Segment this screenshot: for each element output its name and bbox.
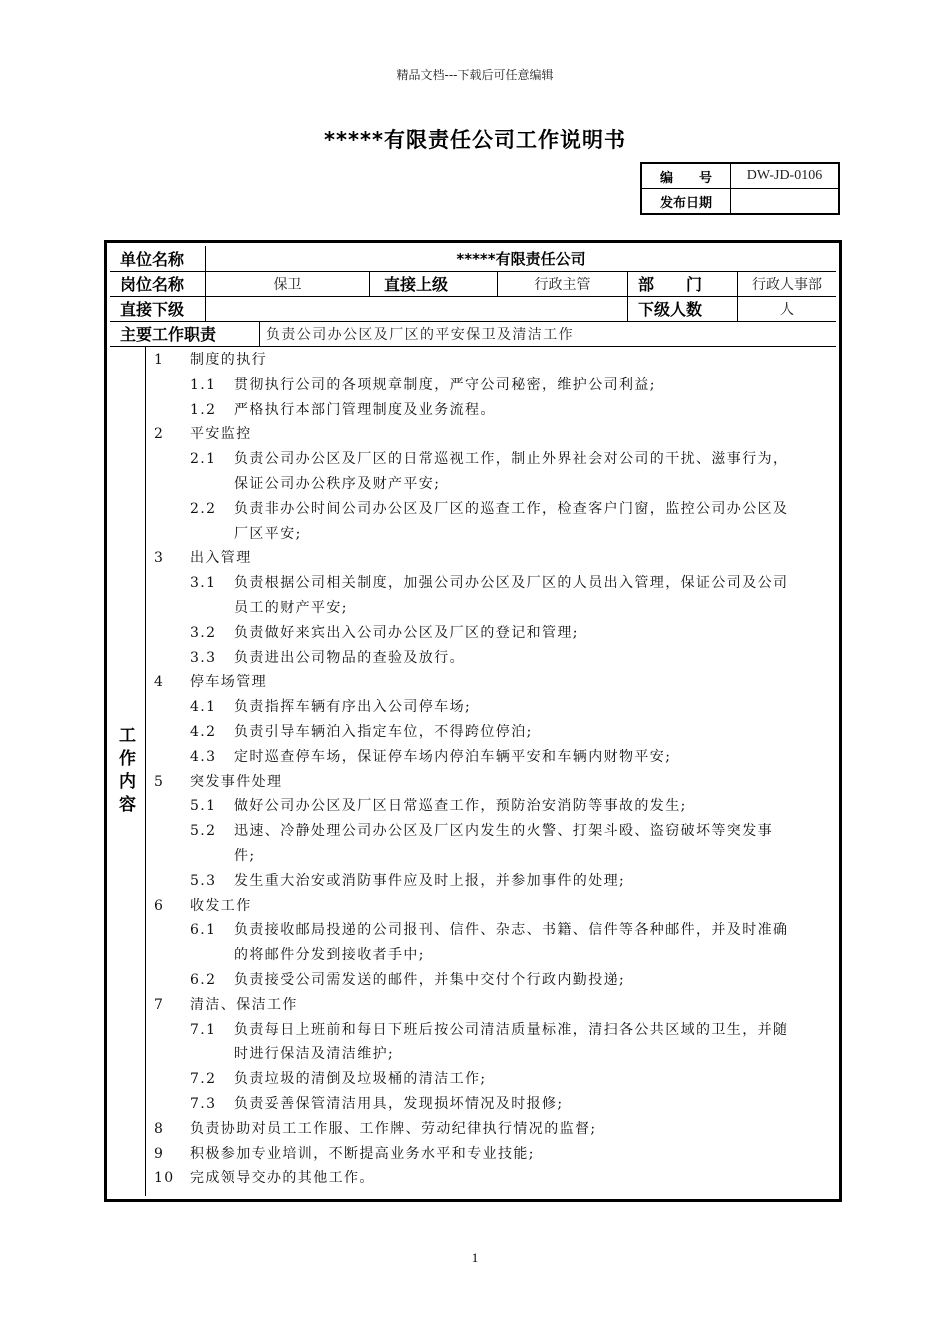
item-text: 完成领导交办的其他工作。 [190,1170,375,1187]
item-text: 严格执行本部门管理制度及业务流程。 [234,401,496,418]
item-text: 负责公司办公区及厂区的日常巡视工作，制止外界社会对公司的干扰、滋事行为， [234,451,789,468]
content-line [154,1018,832,1043]
code-label: 编 号 [641,163,731,189]
content-line [154,943,832,968]
main-duty-label: 主要工作职责 [110,321,260,346]
item-number: 1.2 [190,401,217,418]
item-text: 保证公司办公秩序及财产平安; [234,475,441,492]
item-text: 收发工作 [190,897,252,914]
unit-label: 单位名称 [110,246,206,271]
item-number: 3.3 [190,649,217,666]
item-number: 9 [154,1145,165,1162]
main-duty-value: 负责公司办公区及厂区的平安保卫及清洁工作 [266,326,574,343]
department-label: 部 门 [628,271,738,296]
content-line [154,596,832,621]
item-text: 出入管理 [190,550,252,567]
content-line [154,522,832,547]
side-char: 内 [119,772,136,792]
item-number: 7 [154,996,165,1013]
content-line [154,720,832,745]
publish-date-label: 发布日期 [641,189,731,215]
side-char: 工 [119,726,136,746]
main-duty-row [110,321,836,347]
post-row [110,271,836,297]
item-text: 积极参加专业培训，不断提高业务水平和专业技能; [190,1145,535,1162]
content-line [154,348,832,373]
department-value: 行政人事部 [752,276,822,293]
item-text: 停车场管理 [190,674,267,691]
content-line [154,770,832,795]
item-text: 负责协助对员工工作服、工作牌、劳动纪律执行情况的监督; [190,1120,597,1137]
post-label: 岗位名称 [110,271,206,296]
item-number: 5 [154,773,165,790]
item-text: 时进行保洁及清洁维护; [234,1046,395,1063]
content-line [154,422,832,447]
content-line [154,1142,832,1167]
work-content-list [146,346,836,1196]
content-line [154,745,832,770]
item-text: 贯彻执行公司的各项规章制度，严守公司秘密，维护公司利益; [234,376,656,393]
item-text: 负责进出公司物品的查验及放行。 [234,649,465,666]
subordinate-label: 直接下级 [110,296,206,321]
content-line [154,670,832,695]
item-number: 6 [154,897,165,914]
item-number: 3.1 [190,575,217,592]
item-number: 10 [154,1170,175,1187]
document-title: *****有限责任公司工作说明书 [324,128,626,152]
subordinate-row [110,296,836,322]
item-number: 1.1 [190,376,217,393]
content-line [154,844,832,869]
content-line [154,621,832,646]
item-number: 5.2 [190,823,217,840]
item-text: 平安监控 [190,426,252,443]
content-line [154,497,832,522]
item-number: 7.3 [190,1095,217,1112]
content-line [154,546,832,571]
content-line [154,472,832,497]
job-description-table [104,240,842,1202]
item-text: 负责垃圾的清倒及垃圾桶的清洁工作; [234,1071,487,1088]
content-line [154,869,832,894]
work-content-side-label [110,346,146,1196]
content-line [154,794,832,819]
content-line [154,1067,832,1092]
subordinate-count-label: 下级人数 [628,296,738,321]
content-line [154,918,832,943]
item-text: 的将邮件分发到接收者手中; [234,947,425,964]
content-line [154,646,832,671]
content-line [154,1042,832,1067]
post-value: 保卫 [206,271,370,296]
document-meta-table [640,162,840,215]
item-number: 4.1 [190,699,217,716]
item-number: 5.3 [190,872,217,889]
subordinate-value [206,296,628,321]
item-number: 5.1 [190,798,217,815]
content-line [154,968,832,993]
item-number: 2 [154,426,165,443]
item-text: 定时巡查停车场，保证停车场内停泊车辆平安和车辆内财物平安; [234,748,672,765]
content-line [154,695,832,720]
item-number: 4.2 [190,723,217,740]
item-text: 厂区平安; [234,525,302,542]
item-text: 负责妥善保管清洁用具，发现损坏情况及时报修; [234,1095,564,1112]
item-number: 3 [154,550,165,567]
code-value: DW-JD-0106 [731,163,840,189]
item-number: 4 [154,674,165,691]
superior-value: 行政主管 [498,271,628,296]
item-number: 2.2 [190,500,217,517]
item-text: 负责接受公司需发送的邮件，并集中交付个行政内勤投递; [234,971,626,988]
content-line [154,398,832,423]
item-number: 8 [154,1120,165,1137]
content-line [154,894,832,919]
item-text: 员工的财产平安; [234,599,348,616]
item-number: 2.1 [190,451,217,468]
content-line [154,373,832,398]
item-text: 负责做好来宾出入公司办公区及厂区的登记和管理; [234,624,579,641]
item-text: 负责非办公时间公司办公区及厂区的巡查工作，检查客户门窗，监控公司办公区及 [234,500,789,517]
content-line [154,1166,832,1191]
content-line [154,819,832,844]
page-number: 1 [471,1250,479,1265]
item-text: 负责根据公司相关制度，加强公司办公区及厂区的人员出入管理，保证公司及公司 [234,575,789,592]
content-line [154,1117,832,1142]
content-line [154,993,832,1018]
item-text: 迅速、冷静处理公司办公区及厂区内发生的火警、打架斗殴、盗窃破坏等突发事 [234,823,773,840]
item-number: 7.2 [190,1071,217,1088]
item-number: 4.3 [190,748,217,765]
item-text: 负责引导车辆泊入指定车位，不得跨位停泊; [234,723,533,740]
item-number: 7.1 [190,1021,217,1038]
work-content-section [110,346,836,1196]
item-text: 件; [234,847,256,864]
item-number: 6.2 [190,971,217,988]
item-number: 6.1 [190,922,217,939]
side-char: 容 [119,795,136,815]
item-number: 3.2 [190,624,217,641]
item-text: 突发事件处理 [190,773,283,790]
unit-row [110,246,836,272]
content-line [154,571,832,596]
item-text: 负责每日上班前和每日下班后按公司清洁质量标准，清扫各公共区域的卫生，并随 [234,1021,789,1038]
subordinate-count-value: 人 [780,301,794,318]
publish-date-value [731,189,840,215]
content-line [154,1092,832,1117]
item-text: 发生重大治安或消防事件应及时上报，并参加事件的处理; [234,872,626,889]
item-text: 制度的执行 [190,352,267,368]
item-text: 清洁、保洁工作 [190,996,298,1013]
item-number: 1 [154,352,165,368]
content-line [154,447,832,472]
item-text: 负责接收邮局投递的公司报刊、信件、杂志、书籍、信件等各种邮件，并及时准确 [234,922,789,939]
item-text: 做好公司办公区及厂区日常巡查工作，预防治安消防等事故的发生; [234,798,687,815]
item-text: 负责指挥车辆有序出入公司停车场; [234,699,472,716]
side-char: 作 [119,749,136,769]
superior-label: 直接上级 [370,271,498,296]
page-header-note: 精品文档---下载后可任意编辑 [396,68,554,82]
unit-value: *****有限责任公司 [456,250,586,268]
